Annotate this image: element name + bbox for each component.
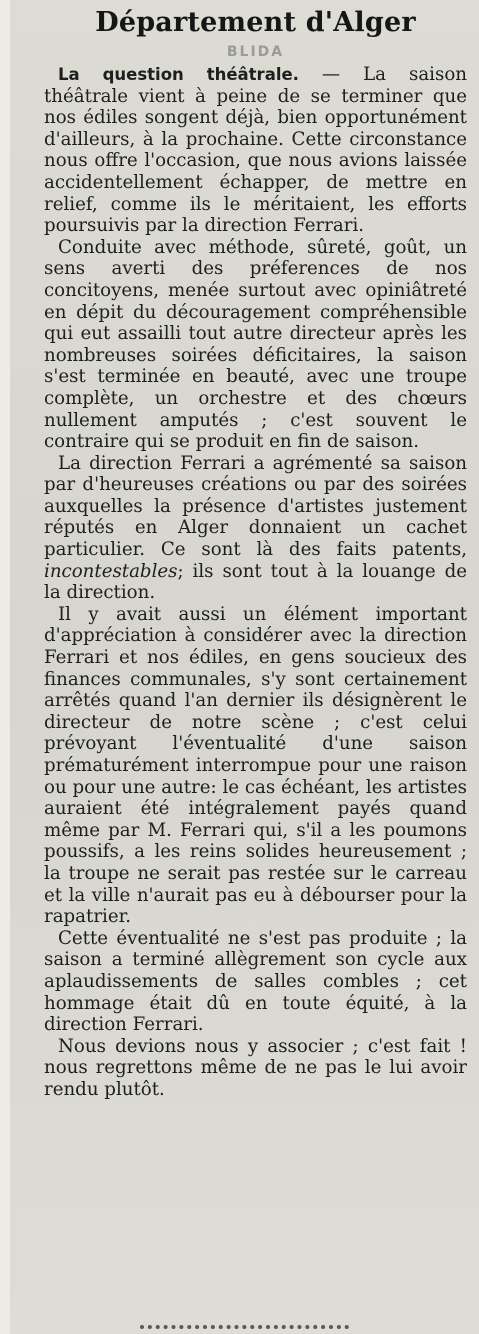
paragraph-3-text-a: La direction Ferrari a agrémenté sa saison par d'heureuses créations ou par des soirées auxquelles la présence d'artistes justement réputés en Alger donnaient un cachet particulier. Ce sont là des faits patents,	[44, 452, 467, 561]
article-paragraph-4: Il y avait aussi un élément important d'appréciation à considérer avec la direction Ferrari et nos édiles, en gens soucieux des finances communales, s'y sont certainement arrêtés quand l'an dernier ils désignèrent le directeur de notre scène ; c'est celui prévoyant l'éventualité d'une saison prématurément interrompue pour une raison ou pour une autre: le cas échéant, les artistes auraient été intégralement payés quand même par M. Ferrari qui, s'il a les poumons poussifs, a les reins solides heureusement ; la troupe ne serait pas restée sur le carreau et la ville n'aurait pas eu à débourser pour la rapatrier.	[44, 603, 467, 928]
paragraph-1-text: La saison théâtrale vient à peine de se terminer que nos édiles songent déjà, bien opportunément d'ailleurs, à la prochaine. Cette circonstance nous offre l'occasion, que nous avions laissée accidentellement échapper, de mettre en relief, comme ils le méritaient, les efforts poursuivis par la direction Ferrari.	[44, 64, 467, 237]
article-body	[44, 64, 467, 1101]
article-lead: La question théâtrale.	[58, 65, 299, 84]
dateline: BLIDA	[226, 44, 285, 60]
paragraph-3-text-b: ; ils sont tout à la louange de la direction.	[44, 560, 467, 604]
article-paragraph-6: Nous devions nous y associer ; c'est fait ! nous regrettons même de ne pas le lui avoir rendu plutôt.	[44, 1035, 467, 1100]
lead-separator: —	[298, 64, 364, 85]
article-paragraph-1	[44, 64, 467, 237]
section-title: Département d'Alger	[95, 7, 416, 38]
cut-off-next-heading	[140, 1325, 349, 1334]
article-paragraph-5: Cette éventualité ne s'est pas produite ; la saison a terminé allègrement son cycle aux aplaudissements de salles combles ; cet hommage était dû en toute équité, à la direction Ferrari.	[44, 927, 467, 1036]
article-paragraph-3	[44, 453, 467, 604]
article-paragraph-2: Conduite avec méthode, sûreté, goût, un sens averti des préferences de nos concitoyens, menée surtout avec opiniâtreté en dépit du découragement compréhensible qui eut assailli tout autre directeur après les nombreuses soirées déficitaires, la saison s'est terminée en beauté, avec une troupe complète, un orchestre et des chœurs nullement amputés ; c'est souvent le contraire qui se produit en fin de saison.	[44, 236, 467, 453]
paragraph-3-italic: incontestables	[44, 560, 178, 582]
